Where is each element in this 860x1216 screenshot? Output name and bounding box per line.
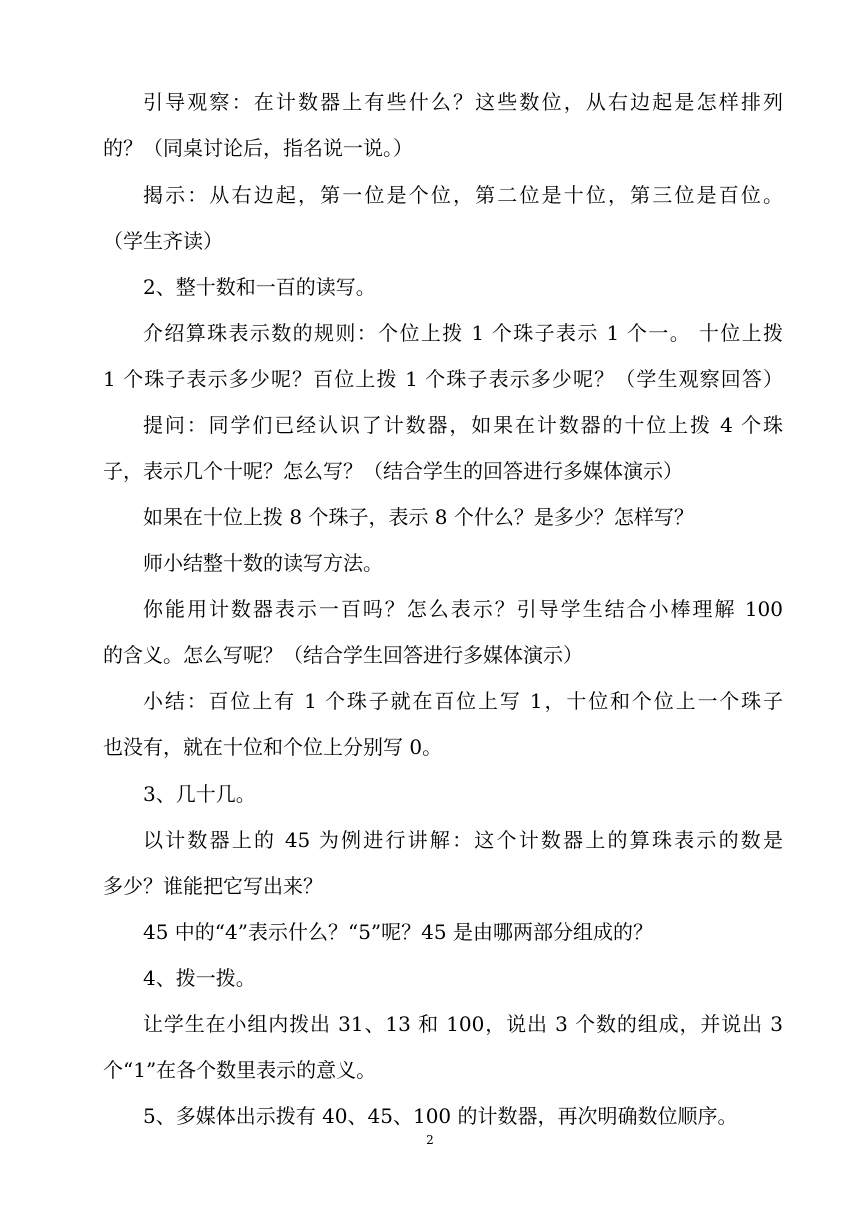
text-line-17: 以计数器上的 45 为例进行讲解：这个计数器上的算珠表示的数是	[143, 828, 783, 852]
section-heading-4: 4、拨一拨。	[143, 966, 256, 990]
text-line-13: 的含义。怎么写呢？（结合学生回答进行多媒体演示）	[103, 643, 583, 667]
section-heading-5: 5、多媒体出示拨有 40、45、100 的计数器，再次明确数位顺序。	[143, 1104, 738, 1128]
page-number: 2	[426, 1133, 434, 1147]
text-line-21: 让学生在小组内拨出 31、13 和 100，说出 3 个数的组成，并说出 3	[143, 1012, 783, 1036]
text-line-2: 的？（同桌讨论后，指名说一说。）	[103, 136, 413, 160]
text-line-19: 45 中的“4”表示什么？“5”呢？45 是由哪两部分组成的？	[143, 920, 653, 944]
text-line-22: 个“1”在各个数里表示的意义。	[103, 1058, 377, 1082]
text-line-14: 小结：百位上有 1 个珠子就在百位上写 1，十位和个位上一个珠子	[143, 689, 783, 713]
section-heading-3: 3、几十几。	[143, 782, 256, 806]
text-line-10: 如果在十位上拨 8 个珠子，表示 8 个什么？是多少？怎样写？	[143, 505, 694, 529]
text-line-12: 你能用计数器表示一百吗？怎么表示？引导学生结合小棒理解 100	[143, 597, 783, 621]
text-line-3: 揭示：从右边起，第一位是个位，第二位是十位，第三位是百位。	[143, 183, 783, 207]
section-heading-2: 2、整十数和一百的读写。	[143, 275, 376, 299]
text-line-4: （学生齐读）	[103, 229, 223, 253]
text-line-18: 多少？谁能把它写出来？	[103, 874, 323, 898]
text-line-6: 介绍算珠表示数的规则：个位上拨 1 个珠子表示 1 个一。 十位上拨	[143, 321, 783, 345]
text-line-9: 子，表示几个十呢？怎么写？（结合学生的回答进行多媒体演示）	[103, 459, 683, 483]
text-line-1: 引导观察：在计数器上有些什么？这些数位，从右边起是怎样排列	[143, 90, 783, 114]
text-line-7: 1 个珠子表示多少呢？百位上拨 1 个珠子表示多少呢？（学生观察回答）	[103, 367, 783, 391]
text-line-11: 师小结整十数的读写方法。	[143, 551, 383, 575]
text-line-15: 也没有，就在十位和个位上分别写 0。	[103, 735, 443, 759]
text-line-8: 提问：同学们已经认识了计数器，如果在计数器的十位上拨 4 个珠	[143, 413, 783, 437]
